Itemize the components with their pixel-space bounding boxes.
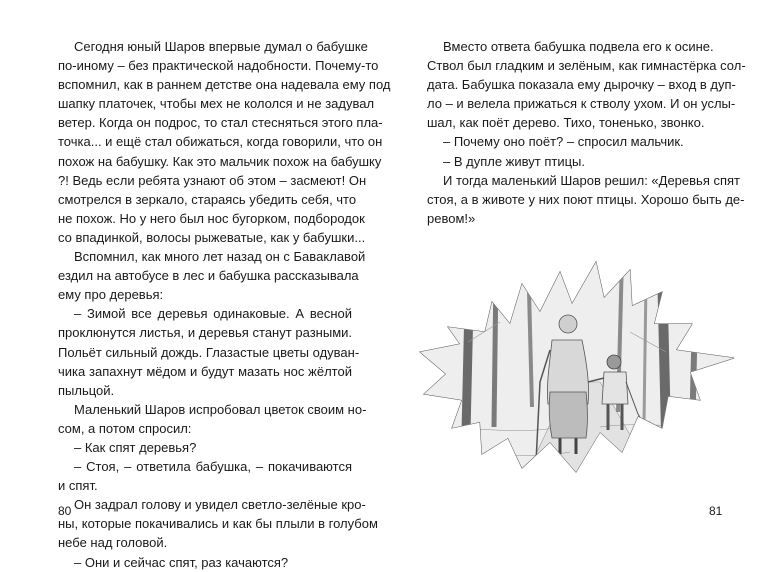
text-line: Ствол был гладким и зелёным, как гимнастёрка сол-	[427, 58, 746, 74]
text-line: и спят.	[58, 478, 98, 494]
text-line: – Зимой все деревья одинаковые. А весной	[74, 306, 352, 322]
text-line: – Стоя, – ответила бабушка, – покачиваются	[74, 459, 352, 475]
text-line: Маленький Шаров испробовал цветок своим но-	[74, 401, 367, 417]
text-line: Сегодня юный Шаров впервые думал о бабушке	[74, 39, 368, 54]
text-line: ему про деревья:	[58, 287, 164, 303]
text-line: ревом!»	[427, 210, 476, 226]
text-line: со впадинкой, волосы рыжеватые, как у бабушки...	[58, 229, 366, 245]
text-line: Вспомнил, как много лет назад он с Бавaклавой	[74, 249, 366, 265]
text-line: шал, как поёт дерево. Тихо, тоненько, звонко.	[427, 115, 705, 131]
text-line: ны, которые покачивались и как бы плыли в голубом	[58, 516, 378, 532]
text-line: Он задрал голову и увидел светло-зелёные кро-	[74, 497, 366, 513]
text-line: похож на бабушку. Как это мальчик похож на бабушку	[58, 153, 382, 169]
text-line: – Как спят деревья?	[74, 439, 197, 455]
forest-illustration	[400, 232, 754, 488]
text-line: Польёт сильный дождь. Глазастые цветы одуван-	[58, 344, 360, 360]
text-line: по-иному – без практической надобности. Почему-то	[58, 58, 379, 74]
left-page-text	[58, 37, 391, 572]
text-line: шапку платочек, чтобы мех не кололся и не задувал	[58, 96, 375, 112]
right-page-text	[427, 37, 746, 228]
text-line: ?! Ведь если ребята узнают об этом – засмеют! Он	[58, 172, 367, 188]
text-line: пыльцой.	[58, 382, 115, 398]
text-line: Вместо ответа бабушка подвела его к осине.	[443, 39, 714, 54]
text-line: проклюнутся листья, и деревья станут разными.	[58, 325, 352, 341]
right-page	[385, 0, 770, 549]
page-number-left: 80	[58, 504, 72, 518]
text-line: ло – и велела прижаться к стволу ухом. И он услы-	[427, 96, 736, 112]
text-line: ездил на автобусе в лес и бабушка рассказывала	[58, 268, 359, 284]
text-line: не похож. Но у него был нос бугорком, подбородок	[58, 210, 365, 226]
text-line: чика запахнут мёдом и будут мазать нос жёлтой	[58, 363, 352, 379]
text-line: смотрелся в зеркало, стараясь убедить себя, что	[58, 191, 357, 207]
text-line: ветер. Когда он подрос, то стал стесняться этого пла-	[58, 115, 383, 131]
text-line: – Они и сейчас спят, раз качаются?	[74, 554, 289, 570]
text-line: И тогда маленький Шаров решил: «Деревья спят	[443, 172, 741, 188]
text-line: – Почему оно поёт? – спросил мальчик.	[443, 134, 684, 150]
text-line: стоя, а в животе у них поют птицы. Хорошо быть де-	[427, 191, 745, 207]
text-line: точка... и ещё стал обижаться, когда говорили, что он	[58, 134, 383, 150]
text-line: небе над головой.	[58, 535, 168, 551]
text-line: вспомнил, как в раннем детстве она надевала ему под	[58, 77, 391, 93]
page-number-right: 81	[709, 504, 723, 518]
text-line: – В дупле живут птицы.	[443, 153, 585, 169]
text-line: дата. Бабушка показала ему дырочку – вход в дуп-	[427, 77, 736, 93]
text-line: сом, а потом спросил:	[58, 420, 192, 436]
